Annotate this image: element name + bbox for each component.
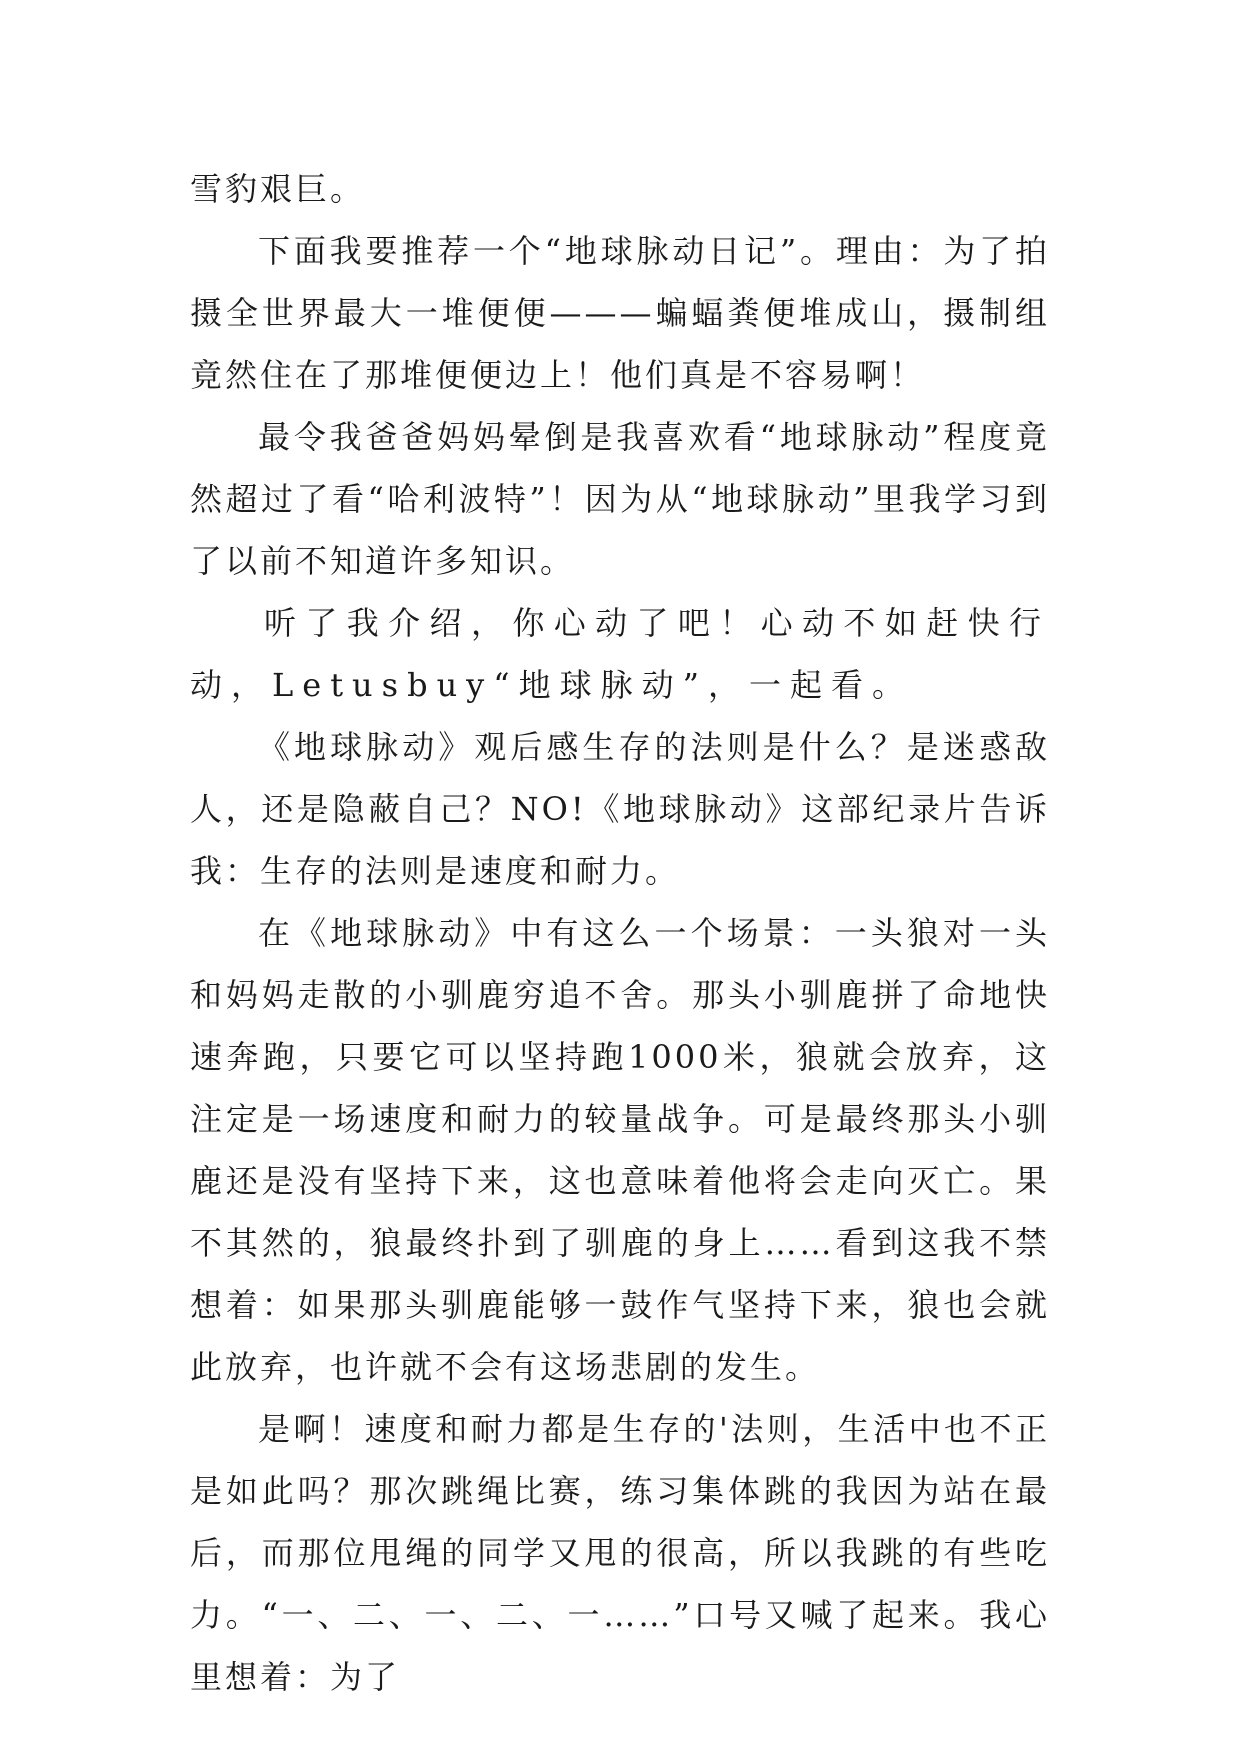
paragraph-5: 《地球脉动》观后感生存的法则是什么？是迷惑敌人，还是隐蔽自己？NO!《地球脉动》这部纪录片告诉我：生存的法则是速度和耐力。 (190, 728, 1050, 890)
paragraph-4: 听了我介绍，你心动了吧！心动不如赶快行动，Letusbuy“地球脉动”，一起看。 (190, 604, 1050, 704)
paragraph-7: 是啊！速度和耐力都是生存的'法则，生活中也不正是如此吗？那次跳绳比赛，练习集体跳的我因为站在最后，而那位甩绳的同学又甩的很高，所以我跳的有些吃力。“一、二、一、二、一……”口号又喊了起来。我心里想着：为了 (190, 1410, 1050, 1696)
paragraph-1: 雪豹艰巨。 (190, 170, 366, 208)
paragraph-2: 下面我要推荐一个“地球脉动日记”。理由：为了拍摄全世界最大一堆便便———蝙蝠粪便堆成山，摄制组竟然住在了那堆便便边上！他们真是不容易啊！ (190, 232, 1050, 394)
paragraph-6: 在《地球脉动》中有这么一个场景：一头狼对一头和妈妈走散的小驯鹿穷追不舍。那头小驯鹿拼了命地快速奔跑，只要它可以坚持跑1000米，狼就会放弃，这注定是一场速度和耐力的较量战争。可是最终那头小驯鹿还是没有坚持下来，这也意味着他将会走向灭亡。果不其然的，狼最终扑到了驯鹿的身上……看到这我不禁想着：如果那头驯鹿能够一鼓作气坚持下来，狼也会就此放弃，也许就不会有这场悲剧的发生。 (190, 914, 1050, 1386)
paragraph-3: 最令我爸爸妈妈晕倒是我喜欢看“地球脉动”程度竟然超过了看“哈利波特”！因为从“地球脉动”里我学习到了以前不知道许多知识。 (190, 418, 1050, 580)
document-body (190, 158, 1050, 1708)
